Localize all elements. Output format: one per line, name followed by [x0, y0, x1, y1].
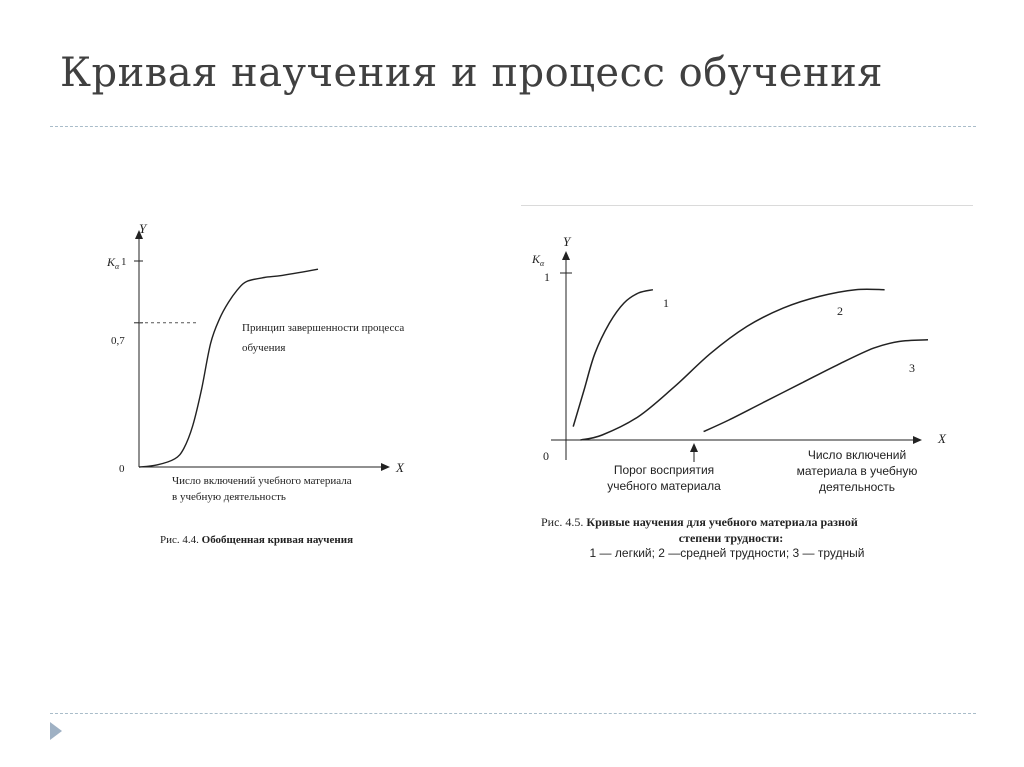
- chart1-x-caption-line1: Число включений учебного материала: [172, 475, 352, 487]
- chart1-caption: Рис. 4.4. Обобщенная кривая научения: [160, 534, 354, 546]
- chart2-k-label: $K_\alpha$: [532, 252, 545, 268]
- chart2-caption-line1: Рис. 4.5. Кривые научения для учебного материала разной: [541, 515, 858, 529]
- chart1-annotation-line2: обучения: [242, 342, 286, 354]
- footer-divider: [50, 713, 976, 714]
- chart1-k-label: $K_\alpha$: [107, 255, 120, 271]
- triangle-right-icon[interactable]: [50, 722, 62, 740]
- chart2-series-label-3: 3: [909, 361, 915, 375]
- chart1-y-axis-label: Y: [139, 221, 147, 236]
- chart2-caption-legend: 1 — легкий; 2 —средней трудности; 3 — трудный: [589, 546, 865, 560]
- chart2-y-arrow: [562, 251, 570, 260]
- chart2-series-label-2: 2: [837, 304, 843, 318]
- chart2-x-caption-line1: Число включений: [807, 448, 907, 462]
- chart2-series-line-1: [573, 290, 653, 427]
- chart2-threshold-arrow: [690, 443, 698, 452]
- slide-title: Кривая научения и процесс обучения: [60, 50, 883, 96]
- chart2-x-caption-line2: материала в учебную: [796, 464, 918, 478]
- chart1-tick-label-07: 0,7: [111, 335, 125, 347]
- chart2-x-caption-line3: деятельность: [818, 480, 896, 494]
- chart2-y-axis-label: Y: [563, 234, 571, 249]
- chart2-tick-label-1: 1: [544, 270, 550, 284]
- chart2-axes: [551, 251, 922, 462]
- chart2-series-label-1: 1: [663, 296, 669, 310]
- chart2-threshold-line2: учебного материала: [607, 479, 721, 493]
- chart2-x-axis-label: X: [938, 431, 946, 446]
- chart1-annotation-line1: Принцип завершенности процесса: [242, 322, 405, 334]
- chart2-series: [573, 289, 928, 440]
- chart2-threshold-line1: Порог восприятия: [613, 463, 715, 477]
- chart1-x-caption-line2: в учебную деятельность: [172, 491, 286, 503]
- chart2-tick-label-0: 0: [543, 449, 549, 463]
- chart2-x-arrow: [913, 436, 922, 444]
- chart1-x-axis-label: X: [396, 460, 404, 475]
- chart2-caption-line2: степени трудности:: [678, 531, 784, 545]
- chart1-tick-label-1: 1: [121, 256, 127, 268]
- chart2-series-line-3: [704, 340, 928, 432]
- chart1-tick-label-0: 0: [119, 463, 125, 475]
